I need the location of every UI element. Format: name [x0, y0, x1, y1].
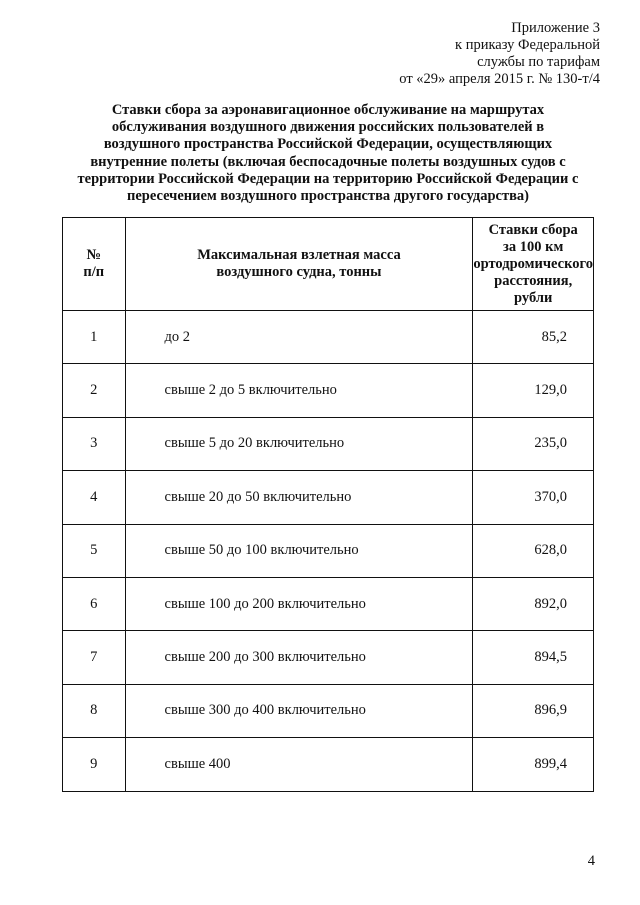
row-number: 8: [63, 684, 126, 737]
table-row: [63, 684, 594, 737]
header-number-line: №: [86, 247, 102, 263]
row-number: 1: [63, 311, 126, 364]
annex-line: к приказу Федеральной: [455, 37, 600, 53]
title-line: внутренние полеты (включая беспосадочные полеты воздушных судов с: [90, 153, 566, 170]
row-mass: свыше 100 до 200 включительно: [125, 577, 473, 630]
header-rate-line: за 100 км: [503, 238, 564, 255]
document-title: [58, 102, 598, 205]
row-number: 5: [63, 524, 126, 577]
annex-line: от «29» апреля 2015 г. № 130-т/4: [399, 71, 600, 87]
table-row: [63, 311, 594, 364]
table-row: [63, 417, 594, 470]
row-mass: свыше 2 до 5 включительно: [125, 364, 473, 417]
table-row: [63, 524, 594, 577]
table-row: [63, 738, 594, 791]
table-row: [63, 631, 594, 684]
title-line: территории Российской Федерации на территорию Российской Федерации с: [77, 170, 579, 187]
table-row: [63, 577, 594, 630]
header-mass: [125, 218, 473, 311]
row-rate: 899,4: [473, 738, 594, 791]
table-row: [63, 471, 594, 524]
header-rate: [473, 218, 594, 311]
row-mass: свыше 20 до 50 включительно: [125, 471, 473, 524]
title-line: воздушного пространства Российской Федерации, осуществляющих: [103, 136, 553, 153]
header-rate-line: ортодромического: [473, 255, 593, 272]
row-mass: свыше 400: [125, 738, 473, 791]
row-number: 3: [63, 417, 126, 470]
row-number: 6: [63, 577, 126, 630]
row-rate: 129,0: [473, 364, 594, 417]
title-line: пересечением воздушного пространства другого государства): [126, 188, 530, 205]
title-line: обслуживания воздушного движения российских пользователей в: [111, 119, 545, 136]
header-mass-line: воздушного судна, тонны: [216, 264, 382, 280]
header-number: [63, 218, 126, 311]
row-number: 7: [63, 631, 126, 684]
row-rate: 235,0: [473, 417, 594, 470]
table-header-row: [63, 218, 594, 311]
header-rate-line: расстояния,: [494, 272, 573, 289]
rates-table: [62, 217, 594, 792]
row-rate: 896,9: [473, 684, 594, 737]
row-number: 4: [63, 471, 126, 524]
row-mass: свыше 5 до 20 включительно: [125, 417, 473, 470]
row-rate: 85,2: [473, 311, 594, 364]
row-number: 2: [63, 364, 126, 417]
row-mass: свыше 300 до 400 включительно: [125, 684, 473, 737]
row-rate: 894,5: [473, 631, 594, 684]
annex-header: [399, 20, 600, 88]
row-mass: до 2: [125, 311, 473, 364]
header-mass-line: Максимальная взлетная масса: [197, 247, 401, 263]
row-number: 9: [63, 738, 126, 791]
row-rate: 628,0: [473, 524, 594, 577]
row-mass: свыше 200 до 300 включительно: [125, 631, 473, 684]
header-number-line: п/п: [83, 264, 105, 280]
page-number: 4: [587, 853, 595, 869]
row-rate: 892,0: [473, 577, 594, 630]
header-rate-line: рубли: [514, 289, 553, 306]
annex-line: Приложение 3: [511, 20, 600, 36]
title-line: Ставки сбора за аэронавигационное обслуживание на маршрутах: [111, 102, 545, 118]
table-row: [63, 364, 594, 417]
row-mass: свыше 50 до 100 включительно: [125, 524, 473, 577]
row-rate: 370,0: [473, 471, 594, 524]
header-rate-line: Ставки сбора: [488, 221, 578, 238]
annex-line: службы по тарифам: [477, 54, 600, 70]
